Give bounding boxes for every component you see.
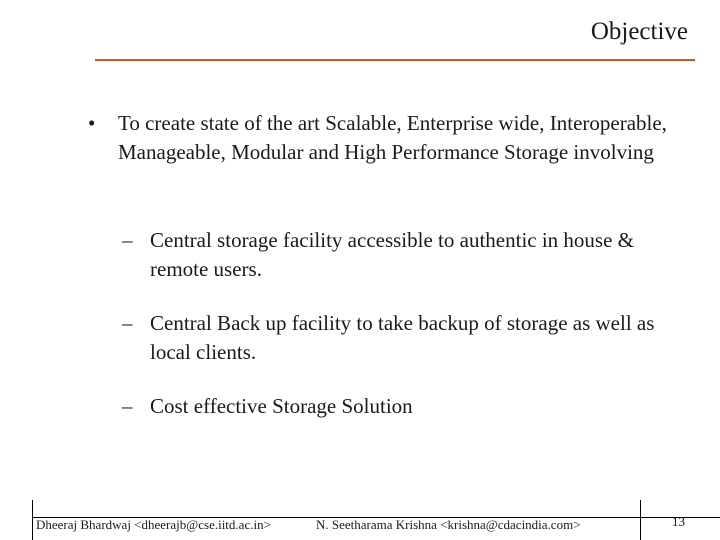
bullet-marker: • xyxy=(88,111,96,135)
footer-left-border xyxy=(32,500,33,540)
main-bullet-text: To create state of the art Scalable, Enterprise wide, Interoperable, Manageable, Modular and High Performance Storage involving xyxy=(118,111,667,164)
sub-bullet-marker: – xyxy=(122,311,133,335)
footer-right-border xyxy=(640,500,641,540)
title-underline xyxy=(95,59,695,61)
sub-bullet-marker: – xyxy=(122,394,133,418)
page-number: 13 xyxy=(672,514,685,529)
sub-bullet-text: Cost effective Storage Solution xyxy=(150,394,413,418)
footer-author-1: Dheeraj Bhardwaj <dheerajb@cse.iitd.ac.in> xyxy=(36,517,271,532)
sub-bullet-text: Central storage facility accessible to authentic in house & remote users. xyxy=(150,228,635,281)
sub-bullet-marker: – xyxy=(122,228,133,252)
footer-author-2: N. Seetharama Krishna <krishna@cdacindia.com> xyxy=(316,517,581,532)
slide-title: Objective xyxy=(590,18,688,45)
sub-bullet-text: Central Back up facility to take backup of storage as well as local clients. xyxy=(150,311,655,364)
